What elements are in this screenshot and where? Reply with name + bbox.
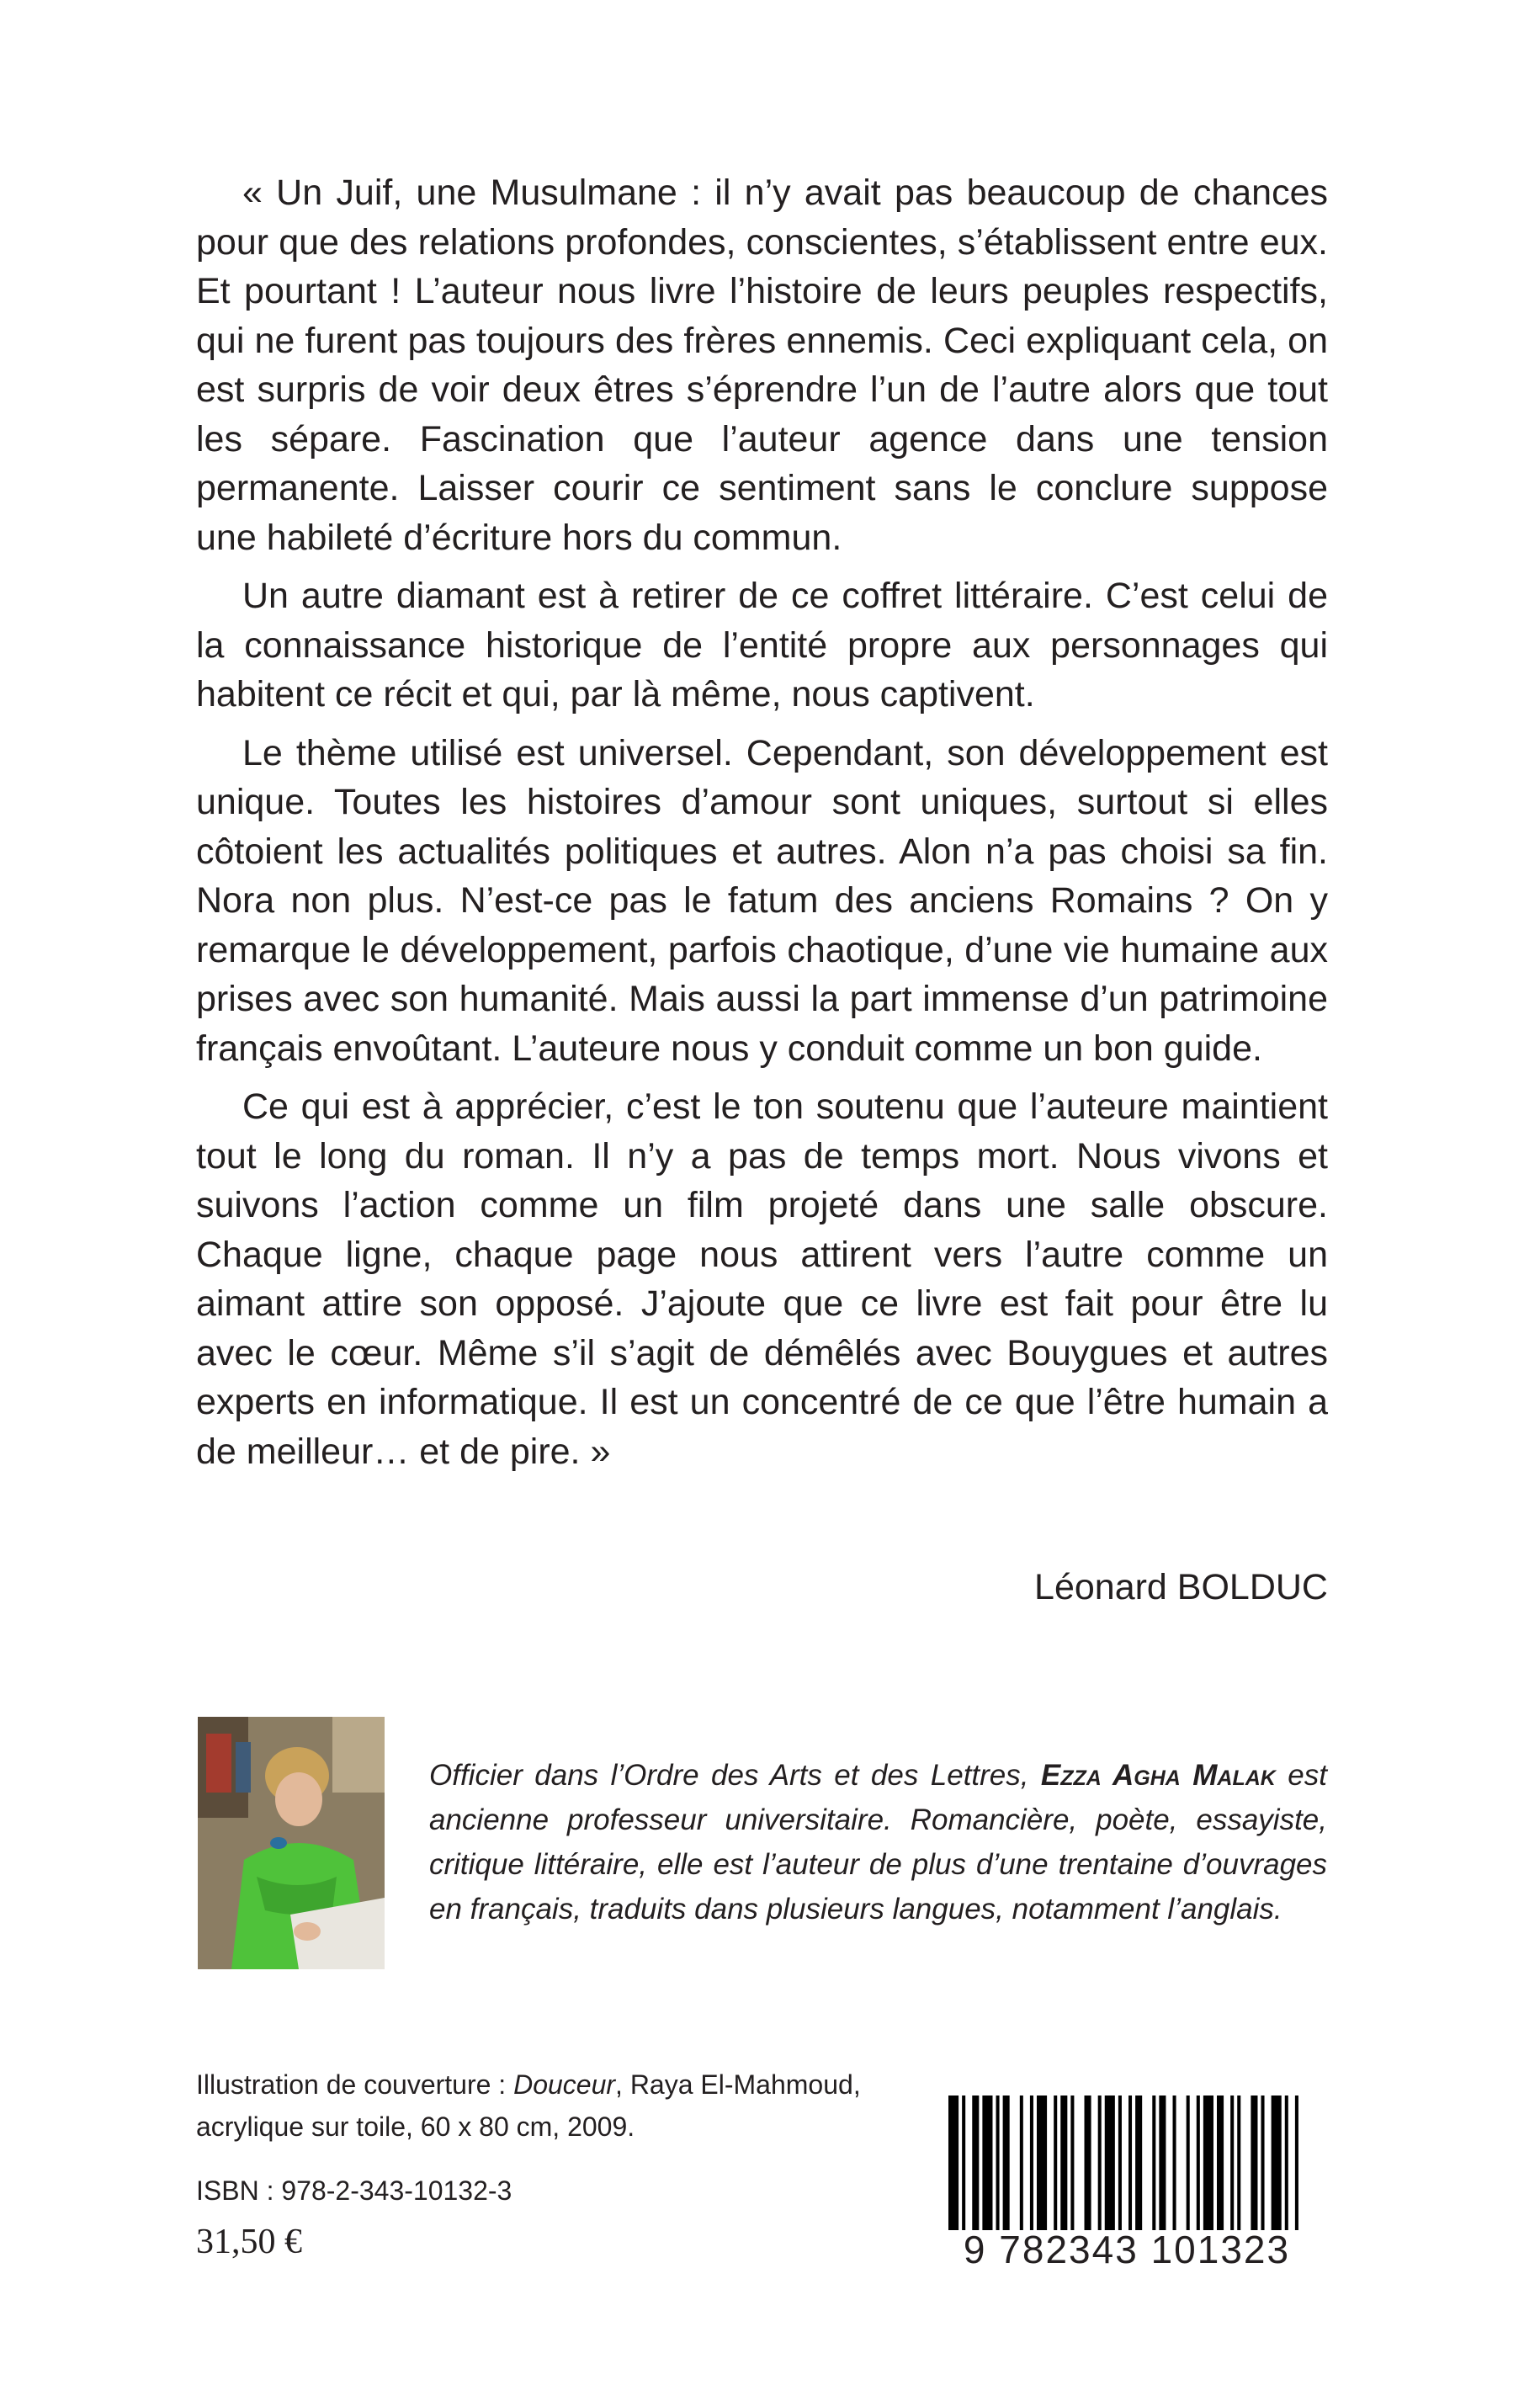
review-signature: Léonard BOLDUC [1034,1567,1328,1607]
barcode-bar [1020,2096,1023,2249]
barcode-bar [1070,2096,1074,2249]
barcode-bar [1118,2096,1122,2249]
author-photo [198,1717,385,1969]
barcode [945,2096,1309,2249]
barcode-bar [1054,2096,1057,2249]
blurb-paragraph-4: Ce qui est à apprécier, c’est le ton soutenu que l’auteure maintient tout le long du roman. Il n’y a pas de temps mort. Nous vivons et suivons l’action comme un film projeté dans une salle obscure. Chaque ligne, chaque page nous attirent vers l’autre comme un aimant attire son opposé. J’ajoute que ce livre est fait pour être lu avec le cœur. Même s’il s’agit de démêlés avec Bouygues et autres experts en informatique. Il est un concentré de ce que l’être humain a de meilleur… et de pire. » [196,1086,1328,1472]
barcode-bar [1237,2096,1240,2249]
barcode-bar [1037,2096,1047,2249]
barcode-bar [1003,2096,1010,2249]
barcode-bar [1105,2096,1115,2249]
barcode-bar [1135,2096,1142,2249]
barcode-bar [1060,2096,1067,2249]
barcode-bar [1085,2096,1091,2249]
credit-medium: acrylique sur toile, 60 x 80 cm, 2009. [196,2111,635,2142]
barcode-bar [1295,2096,1298,2249]
barcode-bar [1217,2096,1224,2249]
cover-credit [196,2064,937,2148]
barcode-bar [948,2096,959,2249]
barcode-bar [1203,2096,1213,2249]
barcode-bar [1251,2096,1257,2249]
barcode-bar [972,2096,979,2249]
artwork-title: Douceur [513,2069,616,2100]
bio-details: est ancienne professeur universitaire. Romancière, poète, essayiste, critique littéraire, elle est l’auteur de plus d’une trentaine d’ouvrages en français, traduits dans plusieurs langues, notamment l’anglais. [429,1759,1327,1926]
barcode-bar [1285,2096,1288,2249]
barcode-bar [1187,2096,1190,2249]
barcode-bar [1272,2096,1282,2249]
credit-artist: , Raya El-Mahmoud, [615,2069,861,2100]
barcode-bar [1261,2096,1265,2249]
blurb-paragraph-2: Un autre diamant est à retirer de ce coffret littéraire. C’est celui de la connaissance historique de l’entité propre aux personnages qui habitent ce récit et qui, par là même, nous captivent. [196,576,1328,714]
barcode-bar [982,2096,992,2249]
barcode-bar [962,2096,965,2249]
barcode-bar [1159,2096,1166,2249]
barcode-bar [1173,2096,1176,2249]
barcode-bar [1030,2096,1033,2249]
bio-intro: Officier dans l’Ordre des Arts et des Lettres, [429,1759,1041,1792]
blurb-paragraph-1: « Un Juif, une Musulmane : il n’y avait pas beaucoup de chances pour que des relations profondes, conscientes, s’établissent entre eux. Et pourtant ! L’auteur nous livre l’histoire de leurs peuples respectifs, qui ne furent pas toujours des frères ennemis. Ceci expliquant cela, on est surpris de voir deux êtres s’éprendre l’un de l’autre alors que tout les sépare. Fascination que l’auteur agence dans une tension permanente. Laisser courir ce sentiment sans le conclure suppose une habileté d’écriture hors du commun. [196,173,1328,558]
credit-prefix: Illustration de couverture : [196,2069,514,2100]
barcode-bar [996,2096,1000,2249]
back-cover-blurb [196,168,1328,1485]
barcode-bar [1197,2096,1200,2249]
blurb-paragraph-3: Le thème utilisé est universel. Cependant, son développement est unique. Toutes les histoires d’amour sont uniques, surtout si elles côtoient les actualités politiques et autres. Alon n’a pas choisi sa fin. Nora non plus. N’est-ce pas le fatum des anciens Romains ? On y remarque le développement, parfois chaotique, d’une vie humaine aux prises avec son humanité. Mais aussi la part immense d’un patrimoine français envoûtant. L’auteure nous y conduit comme un bon guide. [196,732,1328,1069]
barcode-bar [1128,2096,1132,2249]
barcode-digits: 9 782343 101323 [945,2230,1309,2269]
price: 31,50 € [196,2223,302,2261]
isbn: ISBN : 978-2-343-10132-3 [196,2175,512,2206]
barcode-bar [1230,2096,1234,2249]
barcode-bar [1152,2096,1155,2249]
author-bio [429,1753,1327,1931]
barcode-bar [1098,2096,1102,2249]
author-name: Ezza Agha Malak [1040,1759,1276,1792]
